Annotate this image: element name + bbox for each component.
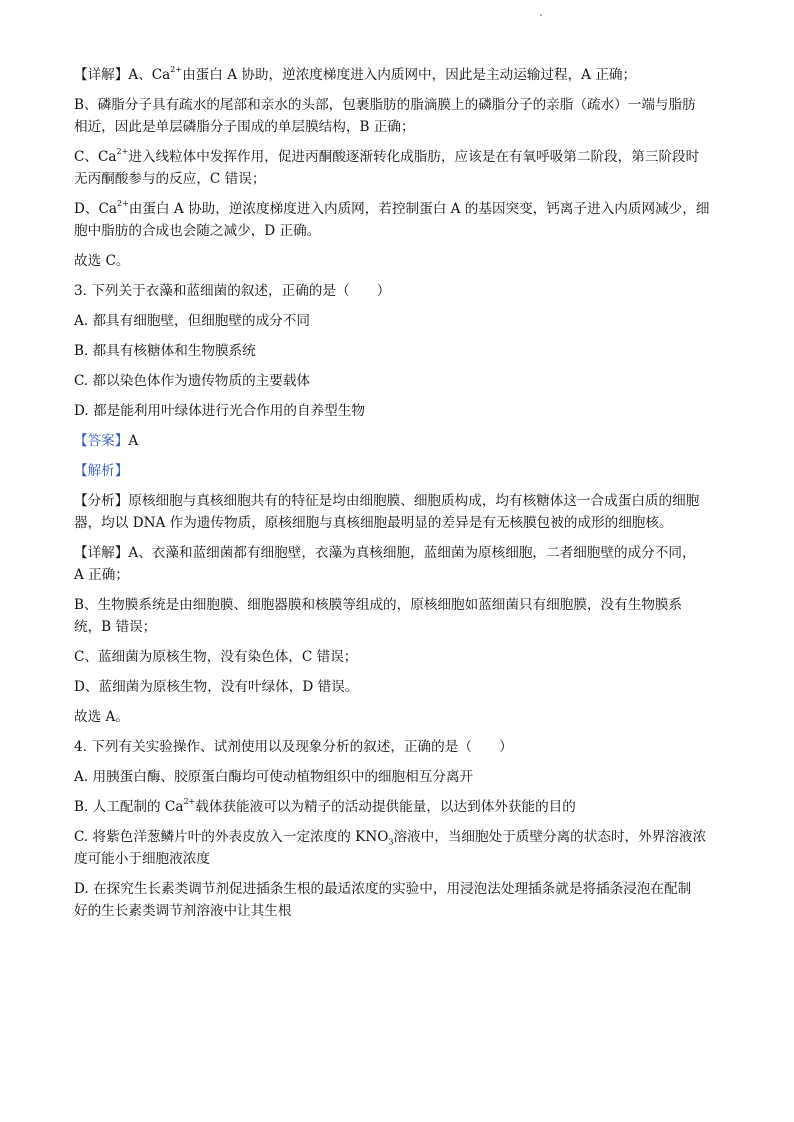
scan-speck (540, 14, 542, 16)
q3-analysis-tag: 【解析】 (74, 463, 129, 479)
q3-detail-a-line1: 【详解】A、衣藻和蓝细菌都有细胞壁，衣藻为真核细胞，蓝细菌为原核细胞，二者细胞壁的成分不同， (74, 545, 696, 561)
q3-stem: 3. 下列关于衣藻和蓝细菌的叙述，正确的是（ ） (74, 283, 391, 299)
q4-option-c-line1: C. 将紫色洋葱鳞片叶的外表皮放入一定浓度的 $KNO_3$溶液中，当细胞处于质壁分离的状态时，外界溶液浓 (74, 829, 707, 847)
q2-detail-d-line2: 胞中脂肪的合成也会随之减少，D 正确。 (74, 223, 321, 239)
q2-detail-b-line2: 相近，因此是单层磷脂分子围成的单层膜结构，B 正确； (74, 119, 415, 135)
q4-option-d-line1: D. 在探究生长素类调节剂促进插条生根的最适浓度的实验中，用浸泡法处理插条就是将插条浸泡在配制 (74, 881, 692, 897)
q3-detail-b-line1: B、生物膜系统是由细胞膜、细胞器膜和核膜等组成的，原核细胞如蓝细菌只有细胞膜，没有生物膜系 (74, 597, 683, 613)
q3-detail-d: D、蓝细菌为原核生物，没有叶绿体，D 错误。 (74, 679, 359, 695)
q3-fenxi-line2: 器，均以 DNA 作为遗传物质，原核细胞与真核细胞最明显的差异是有无核膜包被的成形的细胞核。 (74, 515, 673, 531)
q3-conclusion: 故选 A。 (74, 709, 129, 725)
q2-detail-c-line2: 无丙酮酸参与的反应，C 错误； (74, 171, 266, 187)
question-4 (74, 736, 724, 922)
q4-option-b: B. 人工配制的 $Ca^{2+}$载体获能液可以为精子的活动提供能量，以达到体外获能的目的 (74, 797, 576, 815)
q3-detail-c: C、蓝细菌为原核生物，没有染色体，C 错误； (74, 649, 358, 665)
q2-detail-a: 【详解】A、$Ca^{2+}$由蛋白 A 协助，逆浓度梯度进入内质网中，因此是主动运输过程，A 正确； (74, 65, 637, 83)
q3-detail-a-line2: A 正确； (74, 567, 129, 583)
q3-answer: 【答案】A (74, 433, 139, 449)
q2-detail-b-line1: B、磷脂分子具有疏水的尾部和亲水的头部，包裹脂肪的脂滴膜上的磷脂分子的亲脂（疏水）一端与脂肪 (74, 97, 696, 113)
fenxi-tag: 【分析】 (74, 493, 129, 509)
q3-option-a: A. 都具有细胞壁，但细胞壁的成分不同 (74, 313, 310, 329)
q4-option-a: A. 用胰蛋白酶、胶原蛋白酶均可使动植物组织中的细胞相互分离开 (74, 769, 474, 785)
q3-detail-b-line2: 统，B 错误； (74, 619, 157, 635)
q3-fenxi-line1: 【分析】原核细胞与真核细胞共有的特征是均由细胞膜、细胞质构成，均有核糖体这一合成蛋白质的细胞 (74, 493, 700, 509)
document-body (74, 64, 724, 922)
q4-option-d-line2: 好的生长素类调节剂溶液中让其生根 (74, 903, 292, 919)
answer-tag: 【答案】 (74, 433, 129, 449)
q3-option-b: B. 都具有核糖体和生物膜系统 (74, 343, 256, 359)
q4-stem: 4. 下列有关实验操作、试剂使用以及现象分析的叙述，正确的是（ ） (74, 739, 513, 755)
detail-tag: 【详解】 (74, 545, 129, 561)
q2-explanation (74, 64, 724, 272)
q2-detail-d-line1: D、$Ca^{2+}$由蛋白 A 协助，逆浓度梯度进入内质网，若控制蛋白 A 的基因突变，钙离子进入内质网减少，细 (74, 199, 710, 217)
q4-option-c-line2: 度可能小于细胞液浓度 (74, 851, 210, 867)
q2-detail-c-line1: C、$Ca^{2+}$进入线粒体中发挥作用，促进丙酮酸逐渐转化成脂肪，应该是在有氧呼吸第二阶段，第三阶段时 (74, 147, 700, 165)
q3-option-d: D. 都是能利用叶绿体进行光合作用的自养型生物 (74, 403, 365, 419)
q3-option-c: C. 都以染色体作为遗传物质的主要载体 (74, 373, 311, 389)
question-3 (74, 280, 724, 728)
detail-tag: 【详解】 (74, 67, 129, 83)
q2-conclusion: 故选 C。 (74, 253, 130, 269)
